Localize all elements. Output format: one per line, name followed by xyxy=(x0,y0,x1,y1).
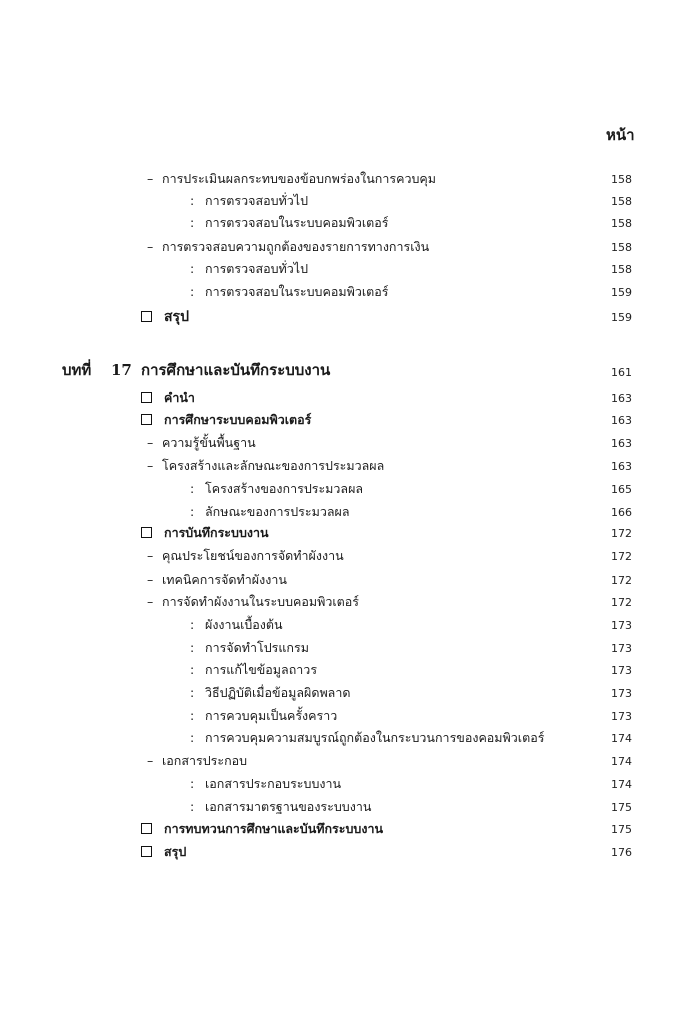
toc-entry-text: การตรวจสอบในระบบคอมพิวเตอร์ xyxy=(205,215,389,230)
toc-page-number: 176 xyxy=(611,846,632,859)
toc-entry-text: การควบคุมความสมบูรณ์ถูกต้องในกระบวนการของคอมพิวเตอร์ xyxy=(205,730,545,745)
checkbox-square-icon xyxy=(141,414,152,425)
toc-entry xyxy=(0,409,685,431)
dash-bullet: – xyxy=(147,753,154,768)
toc-page-number: 159 xyxy=(611,311,632,324)
toc-entry-text: เอกสารประกอบ xyxy=(162,753,248,768)
chapter-label: บทที่ xyxy=(62,361,92,379)
toc-page-number: 173 xyxy=(611,687,632,700)
toc-entry xyxy=(0,818,685,840)
toc-page-number: 166 xyxy=(611,506,632,519)
toc-entry-text: เอกสารประกอบระบบงาน xyxy=(205,776,342,791)
toc-page-number: 165 xyxy=(611,483,632,496)
toc-entry-text: วิธีปฏิบัติเมื่อข้อมูลผิดพลาด xyxy=(205,685,351,700)
toc-page-number: 175 xyxy=(611,823,632,836)
toc-entry xyxy=(0,455,685,477)
checkbox-square-icon xyxy=(141,392,152,403)
toc-page-number: 172 xyxy=(611,527,632,540)
toc-page-number: 163 xyxy=(611,437,632,450)
toc-page-number: 174 xyxy=(611,732,632,745)
toc-entry-text: ผังงานเบื้องต้น xyxy=(205,617,283,632)
colon-bullet: : xyxy=(190,193,195,208)
toc-entry-text: คำนำ xyxy=(164,390,195,405)
toc-entry-text: การศึกษาระบบคอมพิวเตอร์ xyxy=(164,412,312,427)
toc-page-number: 158 xyxy=(611,173,632,186)
dash-bullet: – xyxy=(147,171,154,186)
toc-page-number: 158 xyxy=(611,195,632,208)
toc-entry-text: การตรวจสอบในระบบคอมพิวเตอร์ xyxy=(205,284,389,299)
toc-entry-text: ลักษณะของการประมวลผล xyxy=(205,504,350,519)
toc-entry-text: การประเมินผลกระทบของข้อบกพร่องในการควบคุม xyxy=(162,171,437,186)
toc-page-number: 173 xyxy=(611,664,632,677)
colon-bullet: : xyxy=(190,730,195,745)
page-header-label: หน้า xyxy=(606,126,635,144)
toc-page-number: 158 xyxy=(611,217,632,230)
colon-bullet: : xyxy=(190,685,195,700)
colon-bullet: : xyxy=(190,708,195,723)
toc-page-number: 172 xyxy=(611,550,632,563)
toc-entry xyxy=(0,212,685,234)
colon-bullet: : xyxy=(190,481,195,496)
toc-entry-text: สรุป xyxy=(164,844,187,859)
toc-entry xyxy=(0,387,685,409)
toc-entry-text: การจัดทำผังงานในระบบคอมพิวเตอร์ xyxy=(162,594,360,609)
toc-entry-text: การตรวจสอบความถูกต้องของรายการทางการเงิน xyxy=(162,239,430,254)
dash-bullet: – xyxy=(147,548,154,563)
colon-bullet: : xyxy=(190,799,195,814)
checkbox-square-icon xyxy=(141,311,152,322)
toc-page-number: 172 xyxy=(611,574,632,587)
checkbox-square-icon xyxy=(141,846,152,857)
toc-entry xyxy=(0,773,685,795)
toc-page-number: 159 xyxy=(611,286,632,299)
colon-bullet: : xyxy=(190,284,195,299)
toc-page-number: 174 xyxy=(611,755,632,768)
toc-entry xyxy=(0,190,685,212)
chapter-title: การศึกษาและบันทึกระบบงาน xyxy=(141,361,331,379)
toc-page-number: 175 xyxy=(611,801,632,814)
toc-page-number: 173 xyxy=(611,642,632,655)
toc-page-number: 163 xyxy=(611,414,632,427)
toc-page-number: 158 xyxy=(611,241,632,254)
toc-entry-text: สรุป xyxy=(164,309,189,325)
toc-entry xyxy=(0,306,685,328)
toc-entry xyxy=(0,501,685,523)
toc-page-number: 172 xyxy=(611,596,632,609)
toc-entry-text: โครงสร้างและลักษณะของการประมวลผล xyxy=(162,458,385,473)
colon-bullet: : xyxy=(190,776,195,791)
toc-entry xyxy=(0,478,685,500)
toc-entry xyxy=(0,569,685,591)
checkbox-square-icon xyxy=(141,823,152,834)
colon-bullet: : xyxy=(190,504,195,519)
toc-page-number: 174 xyxy=(611,778,632,791)
dash-bullet: – xyxy=(147,594,154,609)
dash-bullet: – xyxy=(147,435,154,450)
toc-entry-text: คุณประโยชน์ของการจัดทำผังงาน xyxy=(162,548,344,563)
colon-bullet: : xyxy=(190,640,195,655)
toc-entry-text: การทบทวนการศึกษาและบันทึกระบบงาน xyxy=(164,821,384,836)
toc-page-number: 163 xyxy=(611,392,632,405)
chapter-number: 17 xyxy=(111,361,132,379)
toc-entry xyxy=(0,522,685,544)
toc-entry-text: การแก้ไขข้อมูลถาวร xyxy=(205,662,318,677)
toc-entry xyxy=(0,659,685,681)
toc-entry xyxy=(0,682,685,704)
toc-entry-text: โครงสร้างของการประมวลผล xyxy=(205,481,364,496)
toc-page-number: 161 xyxy=(611,366,632,379)
toc-entry xyxy=(0,432,685,454)
checkbox-square-icon xyxy=(141,527,152,538)
toc-entry xyxy=(0,258,685,280)
toc-entry xyxy=(0,168,685,190)
toc-page-number: 173 xyxy=(611,619,632,632)
toc-entry-text: การจัดทำโปรแกรม xyxy=(205,640,309,655)
toc-entry-text: การตรวจสอบทั่วไป xyxy=(205,193,309,208)
dash-bullet: – xyxy=(147,458,154,473)
toc-page-number: 158 xyxy=(611,263,632,276)
toc-page-number: 173 xyxy=(611,710,632,723)
toc-entry xyxy=(0,281,685,303)
toc-entry-text: การควบคุมเป็นครั้งคราว xyxy=(205,708,338,723)
toc-entry xyxy=(0,637,685,659)
toc-page-number: 163 xyxy=(611,460,632,473)
dash-bullet: – xyxy=(147,239,154,254)
colon-bullet: : xyxy=(190,617,195,632)
toc-entry xyxy=(0,796,685,818)
toc-entry xyxy=(0,705,685,727)
toc-entry xyxy=(0,591,685,613)
colon-bullet: : xyxy=(190,215,195,230)
colon-bullet: : xyxy=(190,261,195,276)
toc-entry-text: การตรวจสอบทั่วไป xyxy=(205,261,309,276)
toc-entry xyxy=(0,841,685,863)
toc-entry xyxy=(0,727,685,749)
toc-entry-text: เทคนิคการจัดทำผังงาน xyxy=(162,572,287,587)
toc-entry xyxy=(0,236,685,258)
toc-entry xyxy=(0,614,685,636)
colon-bullet: : xyxy=(190,662,195,677)
toc-entry-text: เอกสารมาตรฐานของระบบงาน xyxy=(205,799,372,814)
toc-entry xyxy=(0,750,685,772)
chapter-heading xyxy=(0,360,685,382)
toc-entry-text: ความรู้ขั้นพื้นฐาน xyxy=(162,435,256,450)
toc-entry-text: การบันทึกระบบงาน xyxy=(164,525,269,540)
toc-entry xyxy=(0,545,685,567)
dash-bullet: – xyxy=(147,572,154,587)
